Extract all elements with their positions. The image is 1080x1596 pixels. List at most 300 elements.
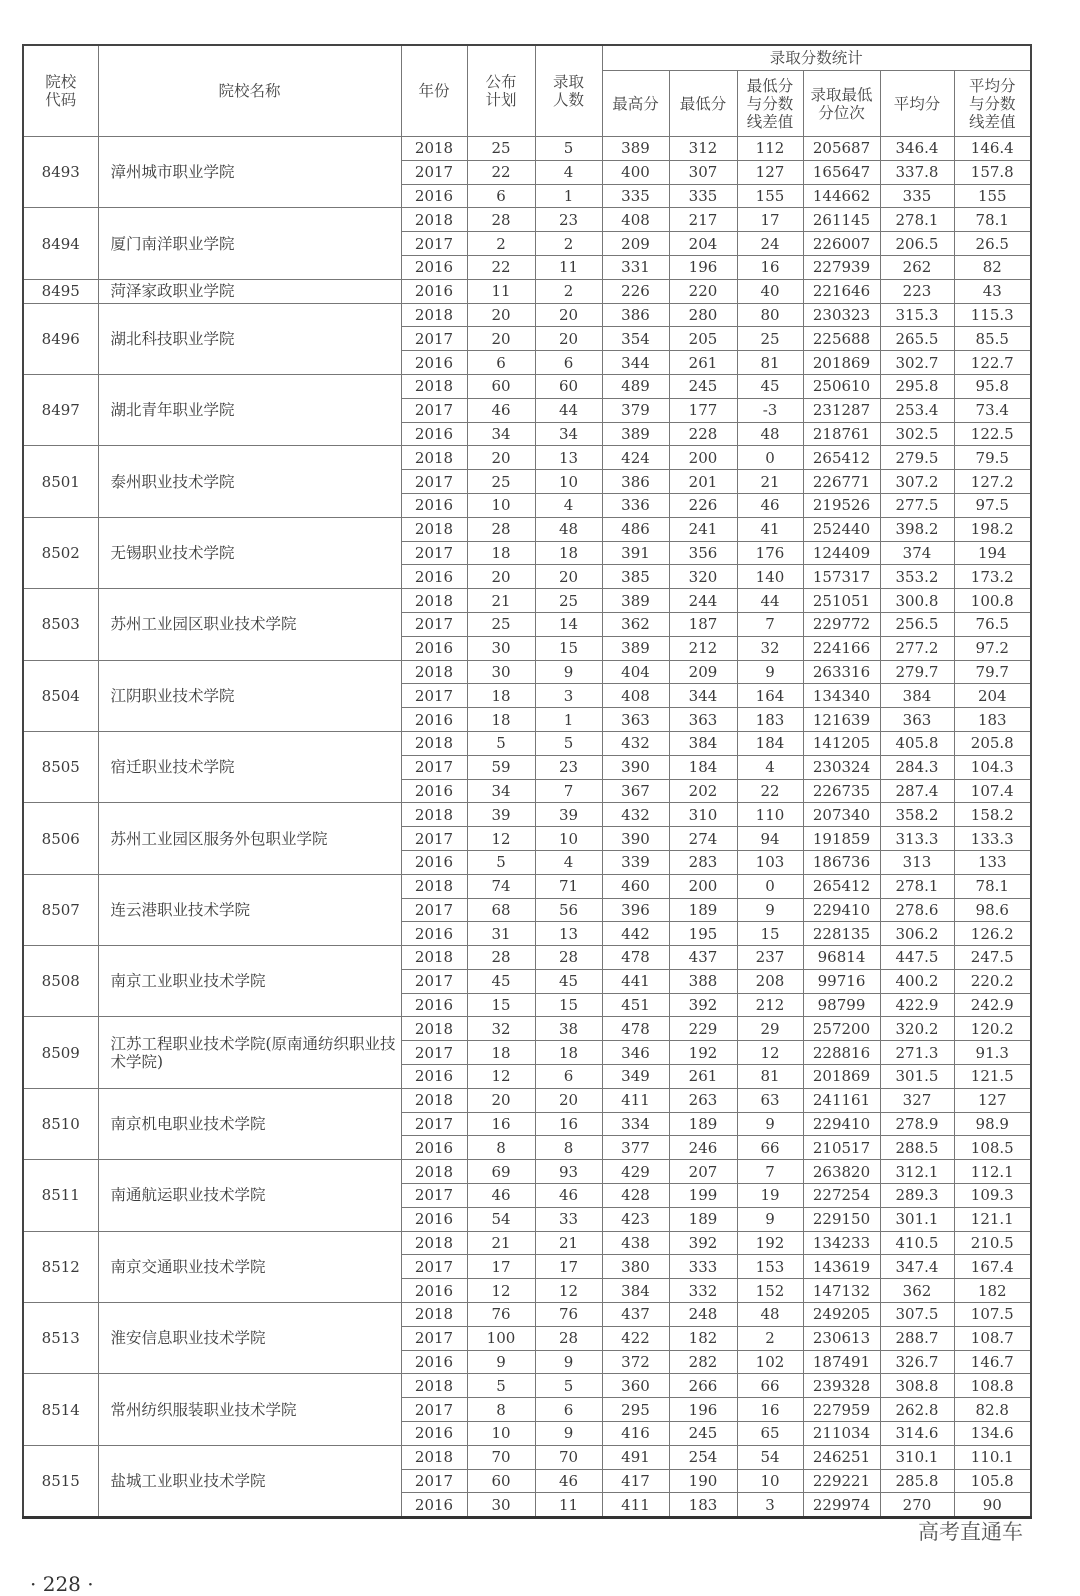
cell-min-diff: 2 (737, 1326, 803, 1350)
cell-max-score: 441 (602, 969, 669, 993)
cell-year: 2016 (401, 708, 467, 732)
cell-year: 2017 (401, 1255, 467, 1279)
cell-min-rank: 157317 (803, 565, 880, 589)
cell-year: 2016 (401, 279, 467, 303)
cell-avg-score: 256.5 (880, 612, 954, 636)
cell-min-score: 192 (669, 1041, 737, 1065)
cell-min-diff: 65 (737, 1422, 803, 1446)
cell-plan: 74 (467, 874, 535, 898)
cell-avg-diff: 97.2 (954, 636, 1031, 660)
cell-plan: 2 (467, 232, 535, 256)
cell-min-score: 205 (669, 327, 737, 351)
cell-min-score: 202 (669, 779, 737, 803)
cell-year: 2016 (401, 1422, 467, 1446)
cell-year: 2017 (401, 1398, 467, 1422)
cell-min-diff: 32 (737, 636, 803, 660)
cell-min-score: 392 (669, 1231, 737, 1255)
cell-min-score: 241 (669, 517, 737, 541)
cell-max-score: 417 (602, 1469, 669, 1493)
cell-avg-score: 295.8 (880, 374, 954, 398)
cell-min-score: 384 (669, 731, 737, 755)
table-row (23, 1088, 1031, 1112)
school-code: 8515 (23, 1445, 98, 1517)
cell-plan: 20 (467, 303, 535, 327)
cell-avg-score: 278.9 (880, 1112, 954, 1136)
cell-max-score: 335 (602, 184, 669, 208)
cell-year: 2016 (401, 922, 467, 946)
school-name: 江阴职业技术学院 (98, 660, 401, 731)
cell-max-score: 408 (602, 684, 669, 708)
cell-avg-diff: 194 (954, 541, 1031, 565)
cell-avg-diff: 76.5 (954, 612, 1031, 636)
cell-min-score: 220 (669, 279, 737, 303)
header-plan: 公布计划 (467, 45, 535, 137)
school-code: 8495 (23, 279, 98, 303)
table-body (23, 137, 1031, 1518)
cell-year: 2018 (401, 589, 467, 613)
cell-admitted: 28 (535, 1326, 602, 1350)
cell-avg-score: 358.2 (880, 803, 954, 827)
cell-avg-diff: 110.1 (954, 1445, 1031, 1469)
cell-avg-diff: 79.5 (954, 446, 1031, 470)
cell-plan: 8 (467, 1398, 535, 1422)
cell-year: 2016 (401, 1493, 467, 1518)
cell-max-score: 295 (602, 1398, 669, 1422)
cell-min-score: 363 (669, 708, 737, 732)
cell-avg-diff: 122.5 (954, 422, 1031, 446)
cell-plan: 21 (467, 1231, 535, 1255)
cell-min-score: 266 (669, 1374, 737, 1398)
cell-admitted: 25 (535, 589, 602, 613)
cell-year: 2016 (401, 1136, 467, 1160)
cell-min-diff: 183 (737, 708, 803, 732)
cell-max-score: 390 (602, 827, 669, 851)
cell-avg-score: 346.4 (880, 137, 954, 161)
cell-avg-diff: 157.8 (954, 160, 1031, 184)
cell-max-score: 349 (602, 1065, 669, 1089)
cell-min-score: 245 (669, 1422, 737, 1446)
cell-avg-diff: 82 (954, 255, 1031, 279)
cell-admitted: 4 (535, 850, 602, 874)
cell-plan: 18 (467, 708, 535, 732)
cell-plan: 54 (467, 1207, 535, 1231)
cell-plan: 31 (467, 922, 535, 946)
cell-admitted: 13 (535, 446, 602, 470)
cell-admitted: 44 (535, 398, 602, 422)
cell-avg-diff: 127.2 (954, 470, 1031, 494)
cell-min-rank: 201869 (803, 1065, 880, 1089)
cell-admitted: 2 (535, 279, 602, 303)
cell-min-rank: 134340 (803, 684, 880, 708)
cell-min-rank: 218761 (803, 422, 880, 446)
cell-min-score: 200 (669, 874, 737, 898)
cell-avg-score: 302.7 (880, 351, 954, 375)
cell-min-diff: 9 (737, 898, 803, 922)
cell-min-score: 187 (669, 612, 737, 636)
cell-year: 2017 (401, 232, 467, 256)
cell-avg-diff: 204 (954, 684, 1031, 708)
cell-min-rank: 231287 (803, 398, 880, 422)
cell-min-diff: 9 (737, 660, 803, 684)
cell-admitted: 5 (535, 731, 602, 755)
cell-avg-diff: 121.5 (954, 1065, 1031, 1089)
cell-min-diff: 7 (737, 1160, 803, 1184)
cell-avg-diff: 158.2 (954, 803, 1031, 827)
cell-avg-diff: 182 (954, 1279, 1031, 1303)
cell-admitted: 33 (535, 1207, 602, 1231)
cell-avg-score: 307.5 (880, 1303, 954, 1327)
table-row (23, 208, 1031, 232)
cell-min-diff: 81 (737, 351, 803, 375)
cell-min-diff: 208 (737, 969, 803, 993)
cell-min-diff: 237 (737, 946, 803, 970)
table-row (23, 446, 1031, 470)
cell-admitted: 93 (535, 1160, 602, 1184)
cell-avg-score: 398.2 (880, 517, 954, 541)
cell-max-score: 226 (602, 279, 669, 303)
cell-max-score: 386 (602, 470, 669, 494)
cell-max-score: 362 (602, 612, 669, 636)
cell-plan: 18 (467, 684, 535, 708)
table-row (23, 731, 1031, 755)
cell-max-score: 391 (602, 541, 669, 565)
cell-max-score: 336 (602, 493, 669, 517)
cell-min-diff: 152 (737, 1279, 803, 1303)
cell-admitted: 2 (535, 232, 602, 256)
cell-plan: 5 (467, 1374, 535, 1398)
cell-avg-score: 253.4 (880, 398, 954, 422)
cell-max-score: 489 (602, 374, 669, 398)
cell-max-score: 360 (602, 1374, 669, 1398)
cell-year: 2016 (401, 255, 467, 279)
cell-avg-score: 262.8 (880, 1398, 954, 1422)
cell-min-score: 201 (669, 470, 737, 494)
school-name: 常州纺织服装职业技术学院 (98, 1374, 401, 1445)
school-code: 8510 (23, 1088, 98, 1159)
cell-max-score: 379 (602, 398, 669, 422)
cell-plan: 70 (467, 1445, 535, 1469)
cell-max-score: 372 (602, 1350, 669, 1374)
cell-avg-score: 320.2 (880, 1017, 954, 1041)
cell-max-score: 346 (602, 1041, 669, 1065)
cell-min-diff: 41 (737, 517, 803, 541)
cell-min-score: 356 (669, 541, 737, 565)
cell-avg-score: 314.6 (880, 1422, 954, 1446)
cell-plan: 32 (467, 1017, 535, 1041)
cell-avg-diff: 134.6 (954, 1422, 1031, 1446)
cell-year: 2018 (401, 874, 467, 898)
cell-min-rank: 219526 (803, 493, 880, 517)
cell-admitted: 23 (535, 208, 602, 232)
cell-max-score: 380 (602, 1255, 669, 1279)
cell-min-diff: 29 (737, 1017, 803, 1041)
cell-min-rank: 165647 (803, 160, 880, 184)
cell-year: 2017 (401, 1469, 467, 1493)
cell-min-rank: 205687 (803, 137, 880, 161)
table-row (23, 1303, 1031, 1327)
school-name: 江苏工程职业技术学院(原南通纺织职业技术学院) (98, 1017, 401, 1088)
cell-min-rank: 98799 (803, 993, 880, 1017)
cell-avg-diff: 108.7 (954, 1326, 1031, 1350)
cell-min-diff: 212 (737, 993, 803, 1017)
cell-admitted: 6 (535, 351, 602, 375)
cell-min-score: 195 (669, 922, 737, 946)
cell-max-score: 451 (602, 993, 669, 1017)
cell-avg-diff: 247.5 (954, 946, 1031, 970)
cell-admitted: 18 (535, 541, 602, 565)
cell-year: 2017 (401, 327, 467, 351)
cell-avg-diff: 155 (954, 184, 1031, 208)
table-row (23, 517, 1031, 541)
cell-plan: 25 (467, 137, 535, 161)
cell-max-score: 416 (602, 1422, 669, 1446)
cell-max-score: 389 (602, 636, 669, 660)
cell-min-score: 344 (669, 684, 737, 708)
cell-max-score: 209 (602, 232, 669, 256)
cell-avg-score: 287.4 (880, 779, 954, 803)
cell-plan: 5 (467, 731, 535, 755)
cell-plan: 68 (467, 898, 535, 922)
cell-min-score: 199 (669, 1184, 737, 1208)
school-name: 苏州工业园区职业技术学院 (98, 589, 401, 660)
header-min-rank: 录取最低分位次 (803, 71, 880, 137)
cell-admitted: 13 (535, 922, 602, 946)
school-name: 连云港职业技术学院 (98, 874, 401, 945)
cell-min-score: 274 (669, 827, 737, 851)
cell-avg-score: 326.7 (880, 1350, 954, 1374)
cell-max-score: 408 (602, 208, 669, 232)
cell-plan: 100 (467, 1326, 535, 1350)
cell-plan: 39 (467, 803, 535, 827)
cell-plan: 45 (467, 969, 535, 993)
cell-avg-diff: 242.9 (954, 993, 1031, 1017)
cell-max-score: 432 (602, 731, 669, 755)
cell-min-diff: 25 (737, 327, 803, 351)
cell-year: 2018 (401, 946, 467, 970)
cell-min-score: 282 (669, 1350, 737, 1374)
cell-avg-diff: 79.7 (954, 660, 1031, 684)
cell-min-rank: 229221 (803, 1469, 880, 1493)
header-min: 最低分 (669, 71, 737, 137)
cell-avg-diff: 98.6 (954, 898, 1031, 922)
cell-max-score: 478 (602, 1017, 669, 1041)
cell-avg-score: 302.5 (880, 422, 954, 446)
cell-avg-diff: 112.1 (954, 1160, 1031, 1184)
cell-min-rank: 187491 (803, 1350, 880, 1374)
cell-max-score: 438 (602, 1231, 669, 1255)
cell-avg-diff: 120.2 (954, 1017, 1031, 1041)
cell-min-score: 209 (669, 660, 737, 684)
cell-plan: 22 (467, 160, 535, 184)
cell-min-score: 189 (669, 1112, 737, 1136)
cell-max-score: 411 (602, 1088, 669, 1112)
cell-avg-score: 278.6 (880, 898, 954, 922)
cell-max-score: 437 (602, 1303, 669, 1327)
cell-avg-score: 374 (880, 541, 954, 565)
cell-plan: 25 (467, 470, 535, 494)
cell-plan: 10 (467, 493, 535, 517)
cell-max-score: 389 (602, 589, 669, 613)
cell-min-rank: 143619 (803, 1255, 880, 1279)
cell-min-diff: 10 (737, 1469, 803, 1493)
cell-avg-diff: 73.4 (954, 398, 1031, 422)
cell-min-score: 217 (669, 208, 737, 232)
cell-min-diff: 184 (737, 731, 803, 755)
cell-max-score: 460 (602, 874, 669, 898)
cell-avg-score: 312.1 (880, 1160, 954, 1184)
cell-plan: 30 (467, 636, 535, 660)
cell-admitted: 3 (535, 684, 602, 708)
cell-admitted: 10 (535, 470, 602, 494)
cell-avg-score: 308.8 (880, 1374, 954, 1398)
school-code: 8502 (23, 517, 98, 588)
cell-min-score: 189 (669, 898, 737, 922)
cell-min-score: 245 (669, 374, 737, 398)
cell-year: 2018 (401, 1017, 467, 1041)
cell-year: 2016 (401, 1279, 467, 1303)
table-row (23, 279, 1031, 303)
cell-year: 2018 (401, 208, 467, 232)
cell-min-diff: 54 (737, 1445, 803, 1469)
cell-avg-diff: 108.8 (954, 1374, 1031, 1398)
cell-min-rank: 228816 (803, 1041, 880, 1065)
cell-max-score: 390 (602, 755, 669, 779)
school-name: 苏州工业园区服务外包职业学院 (98, 803, 401, 874)
school-code: 8505 (23, 731, 98, 802)
cell-admitted: 6 (535, 1065, 602, 1089)
cell-avg-score: 313 (880, 850, 954, 874)
cell-min-diff: 155 (737, 184, 803, 208)
school-code: 8513 (23, 1303, 98, 1374)
school-name: 南京工业职业技术学院 (98, 946, 401, 1017)
cell-max-score: 354 (602, 327, 669, 351)
cell-min-diff: 19 (737, 1184, 803, 1208)
cell-admitted: 23 (535, 755, 602, 779)
cell-min-score: 189 (669, 1207, 737, 1231)
cell-admitted: 18 (535, 1041, 602, 1065)
cell-min-score: 335 (669, 184, 737, 208)
cell-avg-score: 405.8 (880, 731, 954, 755)
school-name: 无锡职业技术学院 (98, 517, 401, 588)
cell-admitted: 10 (535, 827, 602, 851)
cell-admitted: 70 (535, 1445, 602, 1469)
cell-plan: 18 (467, 541, 535, 565)
cell-max-score: 422 (602, 1326, 669, 1350)
cell-year: 2017 (401, 1184, 467, 1208)
cell-year: 2017 (401, 541, 467, 565)
cell-min-rank: 144662 (803, 184, 880, 208)
cell-plan: 6 (467, 184, 535, 208)
cell-year: 2018 (401, 137, 467, 161)
cell-avg-score: 362 (880, 1279, 954, 1303)
cell-min-rank: 191859 (803, 827, 880, 851)
cell-max-score: 400 (602, 160, 669, 184)
cell-min-score: 310 (669, 803, 737, 827)
cell-min-rank: 226735 (803, 779, 880, 803)
cell-plan: 59 (467, 755, 535, 779)
cell-min-rank: 230613 (803, 1326, 880, 1350)
cell-avg-diff: 108.5 (954, 1136, 1031, 1160)
cell-admitted: 15 (535, 636, 602, 660)
cell-avg-score: 353.2 (880, 565, 954, 589)
cell-min-score: 244 (669, 589, 737, 613)
cell-year: 2018 (401, 303, 467, 327)
cell-min-diff: 16 (737, 255, 803, 279)
school-name: 湖北青年职业学院 (98, 374, 401, 445)
cell-avg-score: 422.9 (880, 993, 954, 1017)
cell-admitted: 1 (535, 708, 602, 732)
cell-min-score: 320 (669, 565, 737, 589)
cell-avg-score: 278.1 (880, 208, 954, 232)
cell-avg-score: 447.5 (880, 946, 954, 970)
cell-year: 2018 (401, 1231, 467, 1255)
cell-min-score: 177 (669, 398, 737, 422)
cell-admitted: 7 (535, 779, 602, 803)
cell-max-score: 331 (602, 255, 669, 279)
cell-admitted: 5 (535, 1374, 602, 1398)
cell-plan: 30 (467, 1493, 535, 1518)
cell-admitted: 48 (535, 517, 602, 541)
cell-avg-score: 288.7 (880, 1326, 954, 1350)
cell-year: 2016 (401, 422, 467, 446)
cell-plan: 20 (467, 327, 535, 351)
school-code: 8514 (23, 1374, 98, 1445)
cell-admitted: 17 (535, 1255, 602, 1279)
cell-year: 2018 (401, 374, 467, 398)
cell-plan: 69 (467, 1160, 535, 1184)
cell-min-diff: 153 (737, 1255, 803, 1279)
cell-plan: 46 (467, 1184, 535, 1208)
cell-max-score: 367 (602, 779, 669, 803)
school-code: 8508 (23, 946, 98, 1017)
cell-avg-score: 313.3 (880, 827, 954, 851)
cell-avg-diff: 205.8 (954, 731, 1031, 755)
cell-min-rank: 251051 (803, 589, 880, 613)
cell-avg-diff: 146.4 (954, 137, 1031, 161)
cell-max-score: 478 (602, 946, 669, 970)
cell-min-score: 196 (669, 255, 737, 279)
cell-min-diff: 102 (737, 1350, 803, 1374)
cell-min-rank: 227959 (803, 1398, 880, 1422)
cell-min-rank: 224166 (803, 636, 880, 660)
cell-avg-diff: 126.2 (954, 922, 1031, 946)
cell-min-diff: 21 (737, 470, 803, 494)
cell-min-score: 190 (669, 1469, 737, 1493)
cell-year: 2017 (401, 684, 467, 708)
cell-year: 2016 (401, 184, 467, 208)
cell-min-score: 248 (669, 1303, 737, 1327)
cell-plan: 60 (467, 374, 535, 398)
cell-min-rank: 225688 (803, 327, 880, 351)
cell-max-score: 491 (602, 1445, 669, 1469)
cell-year: 2016 (401, 779, 467, 803)
cell-min-rank: 263820 (803, 1160, 880, 1184)
cell-min-diff: 15 (737, 922, 803, 946)
cell-plan: 15 (467, 993, 535, 1017)
table-row (23, 660, 1031, 684)
cell-min-score: 392 (669, 993, 737, 1017)
cell-max-score: 428 (602, 1184, 669, 1208)
cell-avg-diff: 220.2 (954, 969, 1031, 993)
cell-year: 2016 (401, 850, 467, 874)
cell-min-diff: 12 (737, 1041, 803, 1065)
cell-min-rank: 141205 (803, 731, 880, 755)
cell-plan: 28 (467, 208, 535, 232)
cell-min-rank: 207340 (803, 803, 880, 827)
table-row (23, 946, 1031, 970)
cell-min-score: 437 (669, 946, 737, 970)
cell-min-rank: 241161 (803, 1088, 880, 1112)
